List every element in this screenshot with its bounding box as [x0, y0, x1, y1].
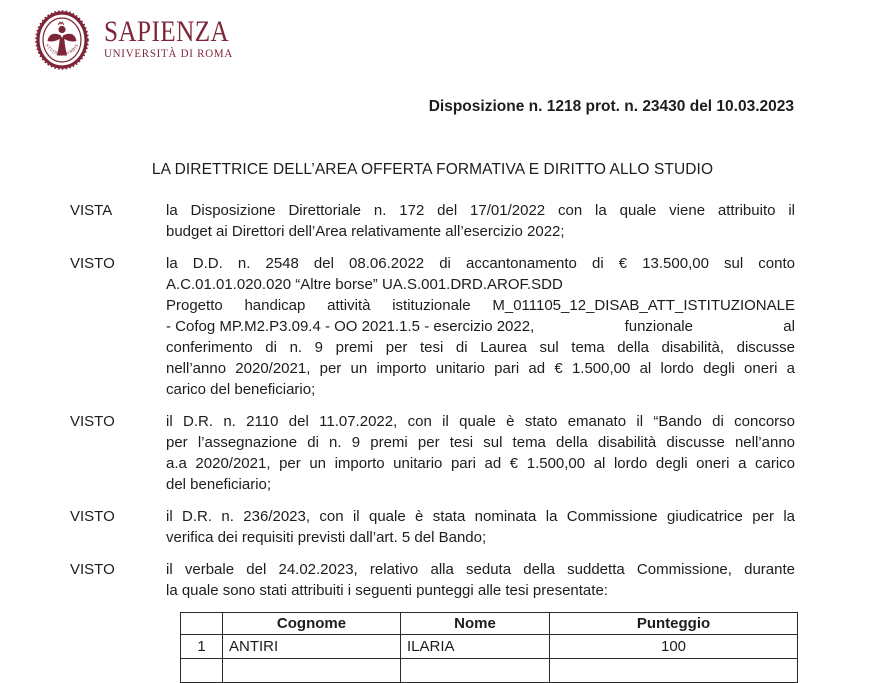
recital-text — [166, 200, 795, 242]
scores-column-header: Cognome — [223, 613, 401, 635]
recital-line-segment: - Cofog MP.M2.P3.09.4 - OO 2021.1.5 - esercizio 2022, — [166, 318, 535, 335]
recital-line-segment: al — [783, 318, 795, 335]
recital-paragraph — [70, 200, 795, 242]
recital-line-segment: funzionale — [624, 318, 693, 335]
recital-line: il D.R. n. 2110 del 11.07.2022, con il quale è stato emanato il “Bando di concorso — [166, 413, 795, 430]
recital-line: a.a 2020/2021, per un importo unitario pari ad € 1.500,00 al lordo degli oneri a carico — [166, 455, 795, 472]
recital-line: per l’assegnazione di n. 9 premi per tesi sul tema della disabilità discusse nell’anno — [166, 434, 795, 451]
scores-table-header-row — [181, 613, 798, 635]
sapienza-logo — [35, 10, 253, 70]
recital-paragraph — [70, 411, 795, 495]
sapienza-crest-icon — [35, 10, 89, 70]
recital-line: nell’anno 2020/2021, per un importo unitario pari ad € 1.500,00 al lordo degli oneri a — [166, 360, 795, 377]
scores-table-row — [181, 659, 798, 683]
recital-label: VISTO — [70, 508, 115, 525]
scores-table-cell: 100 — [550, 635, 798, 659]
recital-line: il verbale del 24.02.2023, relativo alla seduta della suddetta Commissione, durante — [166, 561, 795, 578]
recital-label: VISTO — [70, 413, 115, 430]
brand-name: SAPIENZA — [104, 15, 230, 48]
svg-text:STVDIVM·VRBIS: STVDIVM·VRBIS — [44, 42, 80, 57]
scores-table-cell — [401, 659, 550, 683]
scores-column-header: Nome — [401, 613, 550, 635]
recital-line: del beneficiario; — [166, 476, 272, 493]
recital-text — [166, 506, 795, 548]
scores-table-row — [181, 635, 798, 659]
logo-wordmark — [104, 15, 253, 60]
brand-subtitle: UNIVERSITÀ DI ROMA — [104, 48, 234, 60]
recital-line: budget ai Direttori dell’Area relativamente all’esercizio 2022; — [166, 223, 565, 240]
document-body — [70, 200, 795, 683]
scores-table-cell: ILARIA — [401, 635, 550, 659]
recital-label: VISTO — [70, 255, 115, 272]
scores-table-cell: ANTIRI — [223, 635, 401, 659]
recital-text — [166, 253, 795, 400]
recital-paragraph — [70, 559, 795, 601]
scores-table-cell — [223, 659, 401, 683]
recital-line — [166, 316, 795, 337]
recital-paragraph — [70, 506, 795, 548]
scores-table-cell — [550, 659, 798, 683]
recital-line: conferimento di n. 9 premi per tesi di Laurea sul tema della disabilità, discusse — [166, 339, 795, 356]
scores-table-cell: 1 — [181, 635, 223, 659]
scores-column-header: Punteggio — [550, 613, 798, 635]
recital-text — [166, 559, 795, 601]
recital-label: VISTA — [70, 202, 113, 219]
disposition-number: Disposizione n. 1218 prot. n. 23430 del 10.03.2023 — [428, 98, 794, 115]
document-title: LA DIRETTRICE DELL’AREA OFFERTA FORMATIVA E DIRITTO ALLO STUDIO — [151, 161, 714, 178]
recital-paragraph — [70, 253, 795, 400]
recital-line: carico del beneficiario; — [166, 381, 316, 398]
recital-line: la Disposizione Direttoriale n. 172 del 17/01/2022 con la quale viene attribuito il — [166, 202, 795, 219]
scores-table-cell — [181, 659, 223, 683]
recital-line: verifica dei requisiti previsti dall’art. 5 del Bando; — [166, 529, 487, 546]
recitals — [70, 200, 795, 601]
recital-text — [166, 411, 795, 495]
scores-table — [180, 612, 798, 683]
recital-line: la quale sono stati attribuiti i seguenti punteggi alle tesi presentate: — [166, 582, 608, 599]
recital-label: VISTO — [70, 561, 115, 578]
recital-line: A.C.01.01.020.020 “Altre borse” UA.S.001.DRD.AROF.SDD — [166, 276, 563, 293]
recital-line: la D.D. n. 2548 del 08.06.2022 di accantonamento di € 13.500,00 sul conto — [166, 255, 795, 272]
scores-column-header — [181, 613, 223, 635]
recital-line: Progetto handicap attività istituzionale M_011105_12_DISAB_ATT_ISTITUZIONALE — [166, 297, 795, 314]
recital-line: il D.R. n. 236/2023, con il quale è stata nominata la Commissione giudicatrice per la — [166, 508, 795, 525]
